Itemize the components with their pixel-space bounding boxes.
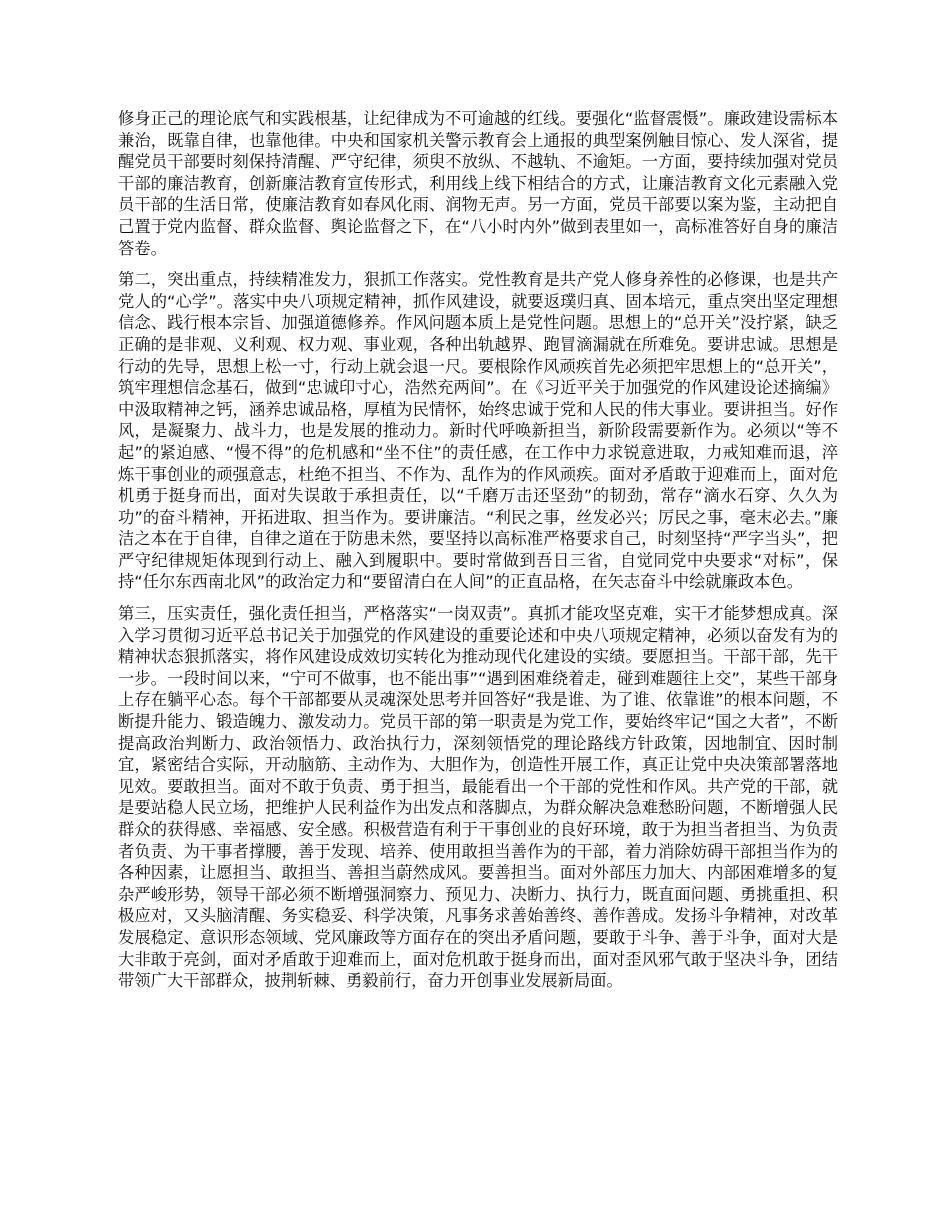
document-body	[118, 108, 838, 1002]
paragraph-2: 第二，突出重点，持续精准发力，狠抓工作落实。党性教育是共产党人修身养性的必修课，也是共产党人的“心学”。落实中央八项规定精神，抓作风建设，就要返璞归真、固本培元，重点突出坚定理想信念、践行根本宗旨、加强道德修养。作风问题本质上是党性问题。思想上的“总开关”没拧紧，缺乏正确的是非观、义利观、权力观、事业观，各种出轨越界、跑冒滴漏就在所难免。要讲忠诚。思想是行动的先导，思想上松一寸，行动上就会退一尺。要根除作风顽疾首先必须把牢思想上的“总开关”，筑牢理想信念基石，做到“忠诚印寸心，浩然充两间”。在《习近平关于加强党的作风建设论述摘编》中汲取精神之钙，涵养忠诚品格，厚植为民情怀，始终忠诚于党和人民的伟大事业。要讲担当。好作风，是凝聚力、战斗力，也是发展的推动力。新时代呼唤新担当，新阶段需要新作为。必须以“等不起”的紧迫感、“慢不得”的危机感和“坐不住”的责任感，在工作中力求锐意进取，力戒知难而退，淬炼干事创业的顽强意志，杜绝不担当、不作为、乱作为的作风顽疾。面对矛盾敢于迎难而上，面对危机勇于挺身而出，面对失误敢于承担责任，以“千磨万击还坚劲”的韧劲，常存“滴水石穿、久久为功”的奋斗精神，开拓进取、担当作为。要讲廉洁。“利民之事，丝发必兴；厉民之事，毫末必去。”廉洁之本在于自律，自律之道在于防患未然，要坚持以高标准严格要求自己，时刻坚持“严字当头”，把严守纪律规矩体现到行动上、融入到履职中。要时常做到吾日三省，自觉同党中央要求“对标”，保持“任尔东西南北风”的政治定力和“要留清白在人间”的正直品格，在矢志奋斗中绘就廉政本色。	[118, 270, 838, 592]
paragraph-1: 修身正己的理论底气和实践根基，让纪律成为不可逾越的红线。要强化“监督震慑”。廉政建设需标本兼治，既靠自律，也靠他律。中央和国家机关警示教育会上通报的典型案例触目惊心、发人深省，提醒党员干部要时刻保持清醒、严守纪律，须臾不放纵、不越轨、不逾矩。一方面，要持续加强对党员干部的廉洁教育，创新廉洁教育宣传形式，利用线上线下相结合的方式，让廉洁教育文化元素融入党员干部的生活日常，使廉洁教育如春风化雨、润物无声。另一方面，党员干部要以案为鉴，主动把自己置于党内监督、群众监督、舆论监督之下，在“八小时内外”做到表里如一，高标准答好自身的廉洁答卷。	[118, 109, 838, 258]
paragraph-3: 第三，压实责任，强化责任担当，严格落实“一岗双责”。真抓才能攻坚克难，实干才能梦想成真。深入学习贯彻习近平总书记关于加强党的作风建设的重要论述和中央八项规定精神，必须以奋发有为的精神状态狠抓落实，将作风建设成效切实转化为推动现代化建设的实绩。要愿担当。干部干部，先干一步。一段时间以来，“宁可不做事，也不能出事”“遇到困难绕着走，碰到难题往上交”，某些干部身上存在躺平心态。每个干部都要从灵魂深处思考并回答好“我是谁、为了谁、依靠谁”的根本问题，不断提升能力、锻造魄力、激发动力。党员干部的第一职责是为党工作，要始终牢记“国之大者”，不断提高政治判断力、政治领悟力、政治执行力，深刻领悟党的理论路线方针政策，因地制宜、因时制宜，紧密结合实际，开动脑筋、主动作为、大胆作为，创造性开展工作，真正让党中央决策部署落地见效。要敢担当。面对不敢于负责、勇于担当，最能看出一个干部的党性和作风。共产党的干部，就是要站稳人民立场，把维护人民利益作为出发点和落脚点，为群众解决急难愁盼问题，不断增强人民群众的获得感、幸福感、安全感。积极营造有利于干事创业的良好环境，敢于为担当者担当、为负责者负责、为干事者撑腰，善于发现、培养、使用敢担当善作为的干部，着力消除妨碍干部担当作为的各种因素，让愿担当、敢担当、善担当蔚然成风。要善担当。面对外部压力加大、内部困难增多的复杂严峻形势，领导干部必须不断增强洞察力、预见力、决断力、执行力，既直面问题、勇挑重担、积极应对，又头脑清醒、务实稳妥、科学决策，凡事务求善始善终、善作善成。发扬斗争精神，对改革发展稳定、意识形态领域、党风廉政等方面存在的突出矛盾问题，要敢于斗争、善于斗争，面对大是大非敢于亮剑，面对矛盾敢于迎难而上，面对危机敢于挺身而出，面对歪风邪气敢于坚决斗争，团结带领广大干部群众，披荆斩棘、勇毅前行，奋力开创事业发展新局面。	[118, 604, 838, 991]
